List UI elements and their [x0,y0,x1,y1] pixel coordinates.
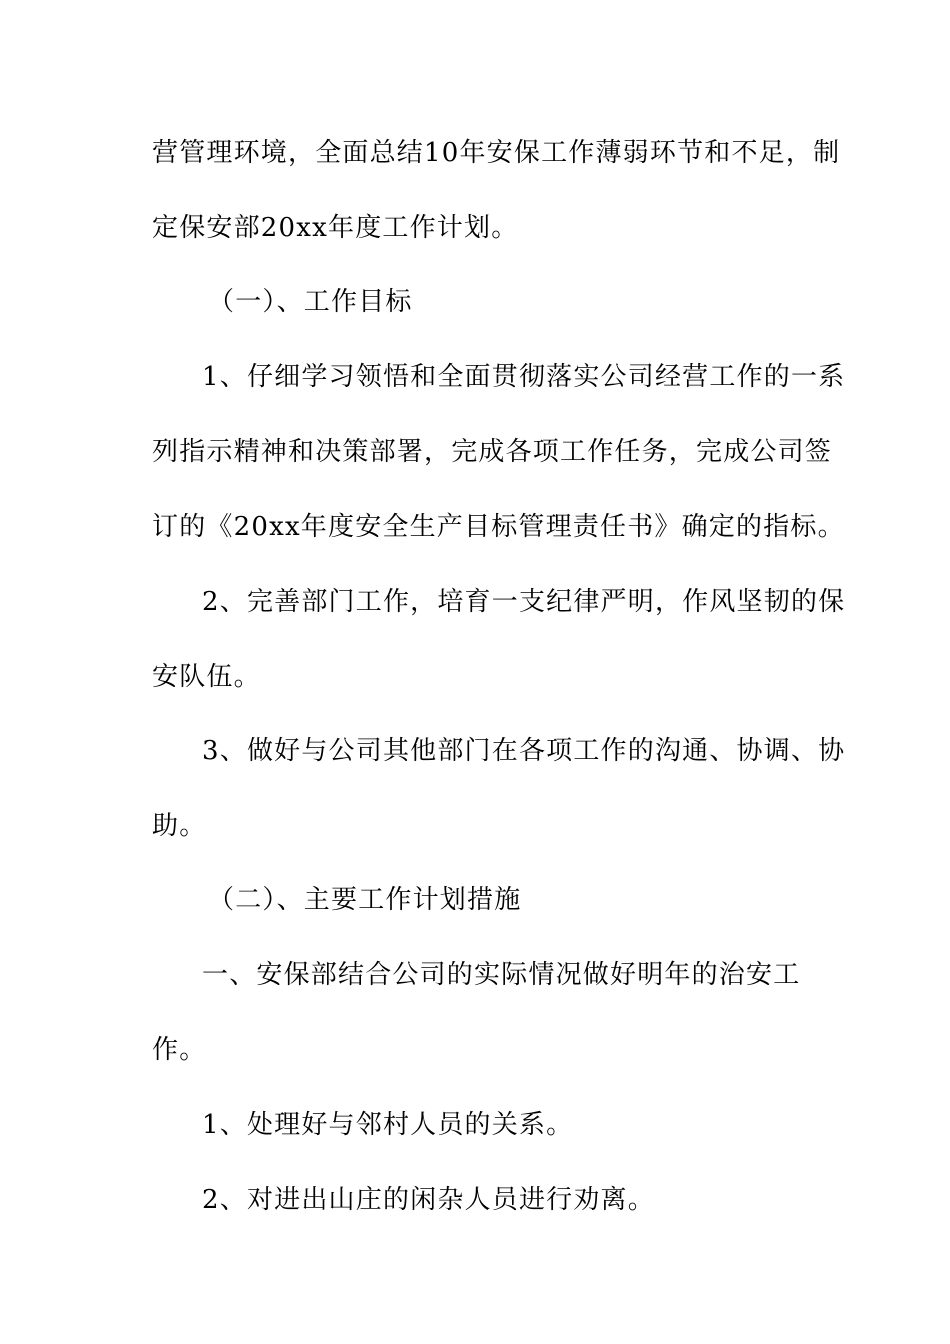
text-line-14: 1、处理好与邻村人员的关系。 [202,1110,574,1140]
text-line-6: 订的《20xx年度安全生产目标管理责任书》确定的指标。 [152,512,845,542]
text-line-2: 定保安部20xx年度工作计划。 [152,213,519,243]
text-line-10: 助。 [152,811,207,841]
text-line-5: 列指示精神和决策部署，完成各项工作任务，完成公司签 [152,437,833,467]
text-line-7: 2、完善部门工作，培育一支纪律严明，作风坚韧的保 [202,587,846,617]
text-line-4: 1、仔细学习领悟和全面贯彻落实公司经营工作的一系 [202,362,846,392]
text-line-1: 营管理环境，全面总结10年安保工作薄弱环节和不足，制 [152,138,841,168]
text-line-8: 安队伍。 [152,662,261,692]
text-line-13: 作。 [152,1035,207,1065]
section-heading-measures: （二）、主要工作计划措施 [208,885,522,915]
text-line-9: 3、做好与公司其他部门在各项工作的沟通、协调、协 [202,736,846,766]
text-line-15: 2、对进出山庄的闲杂人员进行劝离。 [202,1185,655,1215]
text-line-12: 一、安保部结合公司的实际情况做好明年的治安工 [202,960,801,990]
section-heading-goals: （一）、工作目标 [208,287,413,317]
